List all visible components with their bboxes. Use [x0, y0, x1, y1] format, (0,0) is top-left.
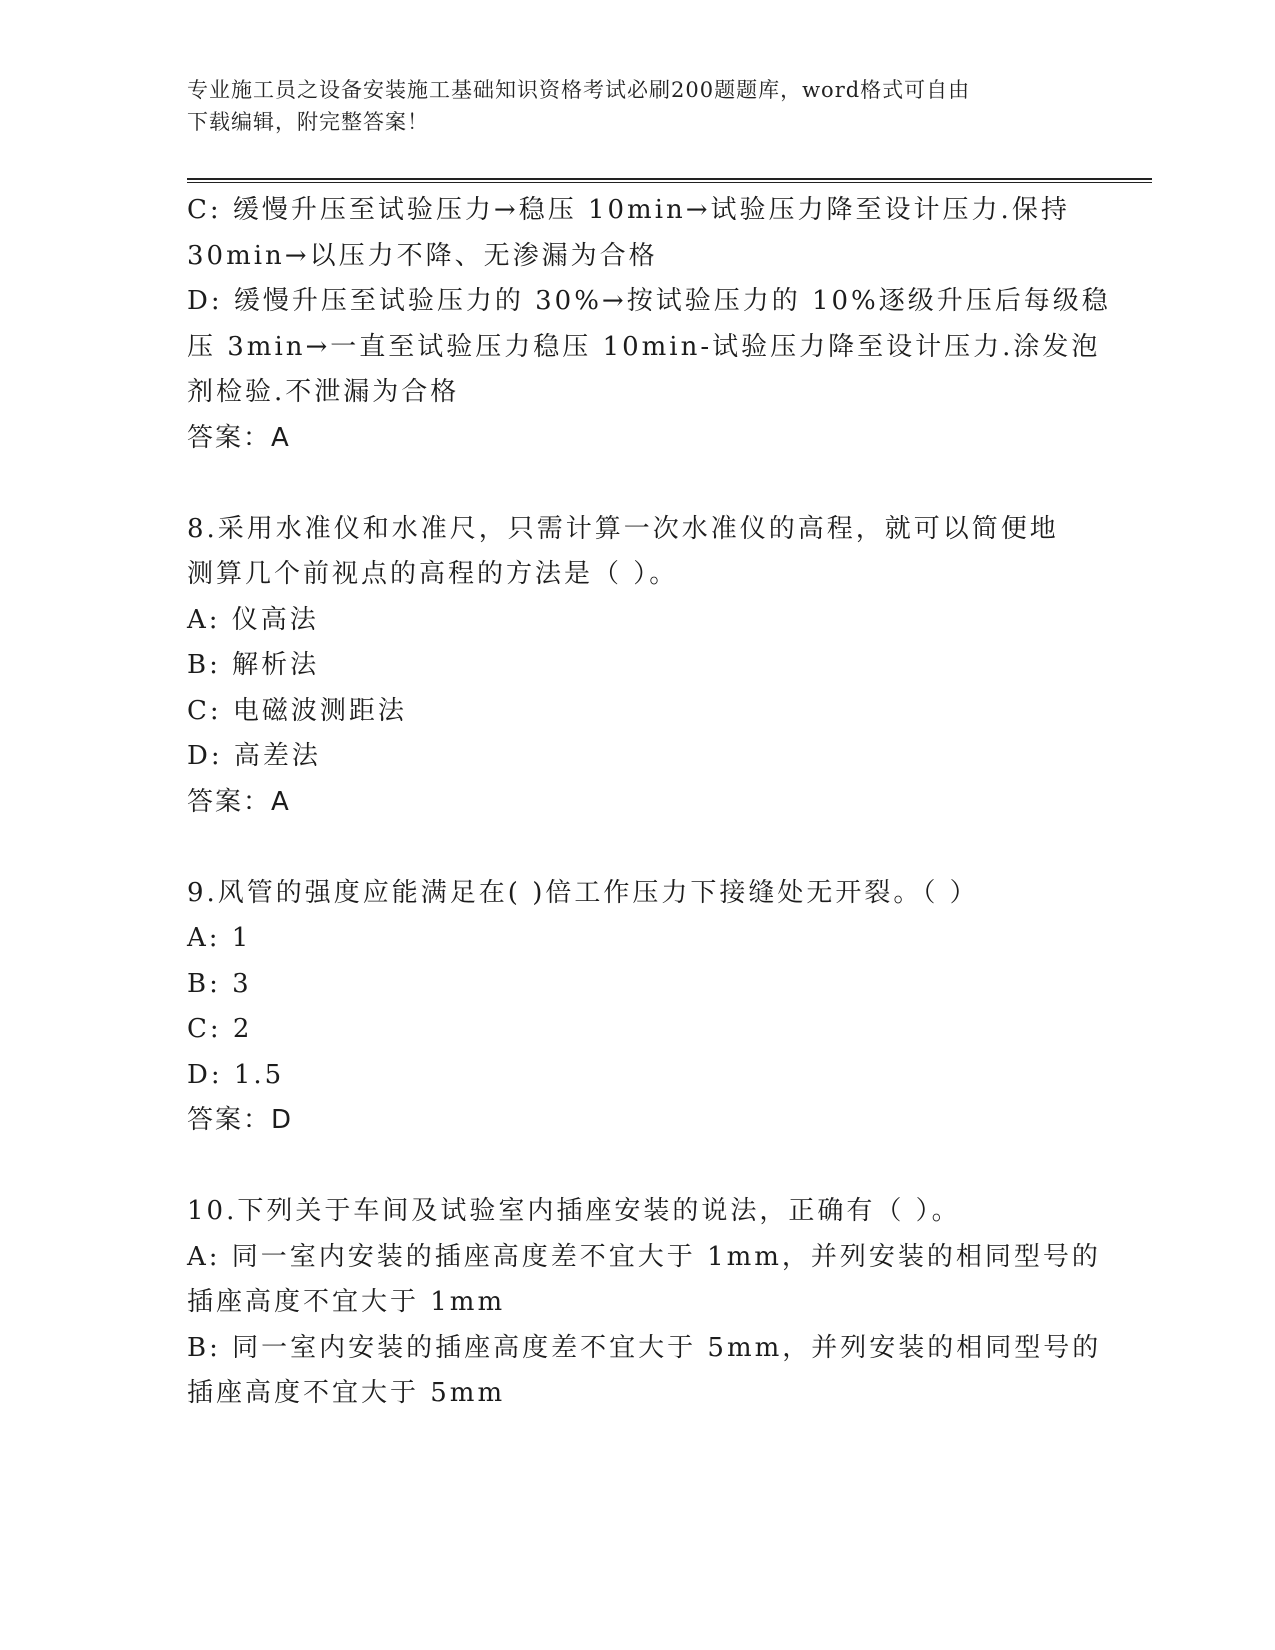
question-10-stem: 10.下列关于车间及试验室内插座安装的说法，正确有（ ）。: [187, 1196, 961, 1226]
header-line: 专业施工员之设备安装施工基础知识资格考试必刷200题题库，word格式可自由: [187, 78, 971, 102]
spacer: [187, 1144, 1087, 1190]
question-9-answer: 答案：D: [187, 1105, 294, 1135]
question-10-option-b: B: 同一室内安装的插座高度差不宜大于 5mm，并列安装的相同型号的: [187, 1332, 1102, 1363]
page-header: [187, 74, 1067, 138]
spacer: [187, 825, 1087, 871]
question-8-option-c: C: 电磁波测距法: [187, 695, 407, 726]
question-content: [187, 188, 1111, 1417]
question-9-option-c: C: 2: [187, 1014, 253, 1044]
answer-label: 答案：A: [187, 422, 291, 453]
option-d-line: 压 3min→一直至试验压力稳压 10min-试验压力降至设计压力.涂发泡: [187, 331, 1101, 362]
option-d-line: D: 缓慢升压至试验压力的 30%→按试验压力的 10%逐级升压后每级稳: [187, 286, 1111, 316]
spacer: [187, 461, 1087, 507]
option-c-line: 30min→以压力不降、无渗漏为合格: [187, 240, 658, 271]
question-8-option-d: D: 高差法: [187, 741, 321, 771]
header-divider: [187, 178, 1152, 183]
question-9-option-a: A: 1: [187, 923, 252, 953]
header-line: 下载编辑，附完整答案！: [187, 110, 429, 134]
question-8-option-a: A: 仪高法: [187, 604, 319, 635]
question-8-option-b: B: 解析法: [187, 650, 320, 680]
question-9-stem: 9.风管的强度应能满足在( )倍工作压力下接缝处无开裂。（ ）: [187, 877, 979, 908]
question-8-stem: 8.采用水准仪和水准尺，只需计算一次水准仪的高程，就可以简便地: [187, 513, 1059, 544]
question-10-option-b: 插座高度不宜大于 5mm: [187, 1378, 506, 1408]
option-c-line: C: 缓慢升压至试验压力→稳压 10min→试验压力降至设计压力.保持: [187, 195, 1070, 225]
question-10-option-a: A: 同一室内安装的插座高度差不宜大于 1mm，并列安装的相同型号的: [187, 1241, 1101, 1272]
question-10-option-a: 插座高度不宜大于 1mm: [187, 1287, 506, 1317]
question-8-stem: 测算几个前视点的高程的方法是（ ）。: [187, 559, 679, 589]
question-9-option-b: B: 3: [187, 968, 252, 999]
question-8-answer: 答案：A: [187, 786, 291, 817]
option-d-line: 剂检验.不泄漏为合格: [187, 377, 460, 407]
question-9-option-d: D: 1.5: [187, 1059, 285, 1090]
